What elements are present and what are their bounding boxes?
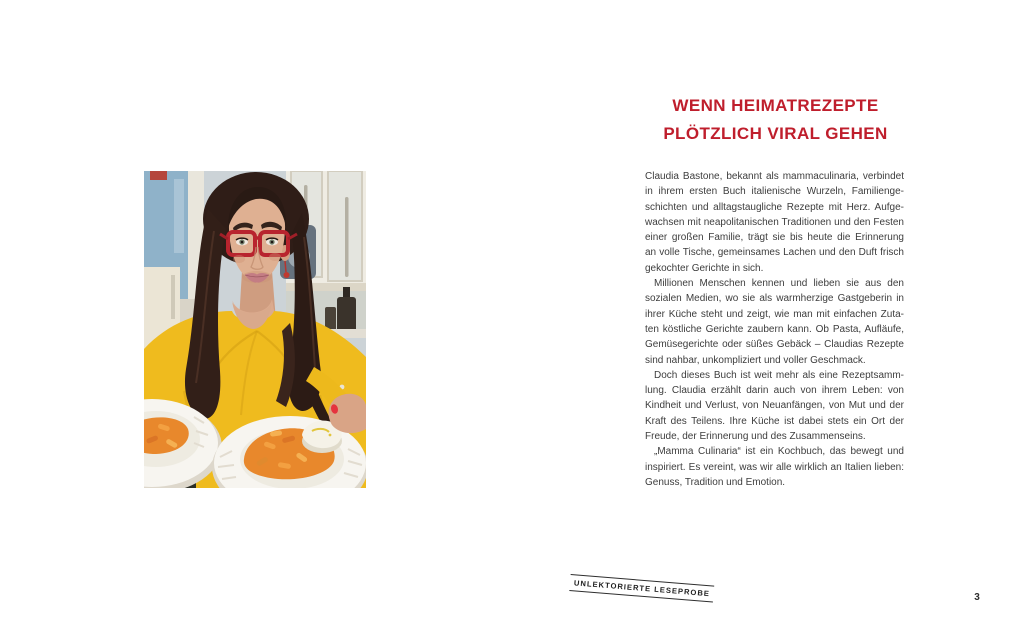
text-line: Genuss, Tradition und Emotion.	[645, 476, 786, 488]
page-title-line-1: WENN HEIMATREZEPTE	[672, 96, 879, 115]
text-line: ihrer Küche steht und zeigt, wie man mit einfachen Zuta-	[645, 308, 904, 320]
page-title	[613, 92, 938, 148]
text-line: an volle Tische, gemeinsames Lachen und den Duft frisch	[645, 247, 904, 259]
text-line: Freude, der Erinnerung und des Zusammenseins.	[645, 431, 866, 443]
text-line: Kraft des Teilens. Ihre Küche ist dabei stets ein Ort der	[645, 415, 904, 427]
text-line: sind nahbar, unkompliziert und voller Geschmack.	[645, 354, 866, 366]
author-photo-illustration	[144, 171, 366, 488]
text-line: sozialen Medien, wo sie als warmherzige Gastgeberin in	[645, 293, 904, 305]
text-line: „Mamma Culinaria“ ist ein Kochbuch, das bewegt und	[654, 446, 904, 458]
page-number: 3	[974, 592, 980, 603]
paragraph	[645, 368, 904, 444]
text-line: Claudia Bastone, bekannt als mammaculinaria, verbindet	[645, 171, 904, 182]
text-line: lung. Claudia erzählt darin auch von ihrem Leben: von	[645, 385, 904, 397]
text-line: gekochter Gerichte in sich.	[645, 262, 764, 274]
text-line: schichten und alltagstaugliche Rezepte mit Herz. Aufge-	[645, 201, 904, 213]
paragraph	[645, 169, 904, 276]
body-text	[645, 169, 904, 490]
text-line: einer großen Familie, trägt sie bis heute die Erinnerung	[645, 232, 904, 244]
author-photo	[144, 171, 366, 488]
proof-stamp: UNLEKTORIERTE LESEPROBE	[569, 574, 714, 603]
text-line: inspiriert. Es vereint, was wir alle wirklich an Italien lieben:	[645, 461, 904, 473]
text-line: Doch dieses Buch ist weit mehr als eine Rezeptsamm-	[654, 369, 904, 381]
paragraph	[645, 444, 904, 490]
text-line: in ihrem ersten Buch italienische Wurzeln, Familienge-	[645, 186, 904, 198]
page-title-line-2: PLÖTZLICH VIRAL GEHEN	[663, 124, 888, 143]
text-line: Gemüsegerichte oder süßes Gebäck – Claudias Rezepte	[645, 339, 904, 351]
text-line: wachsen mit neapolitanischen Traditionen und den Festen	[645, 216, 904, 228]
text-line: Kindheit und Verlust, von Neuanfängen, von Mut und der	[645, 400, 904, 412]
text-line: ten köstliche Gerichte zaubern kann. Ob Pasta, Aufläufe,	[645, 323, 904, 335]
paragraph	[645, 276, 904, 368]
text-line: Millionen Menschen kennen und lieben sie aus den	[654, 278, 904, 290]
